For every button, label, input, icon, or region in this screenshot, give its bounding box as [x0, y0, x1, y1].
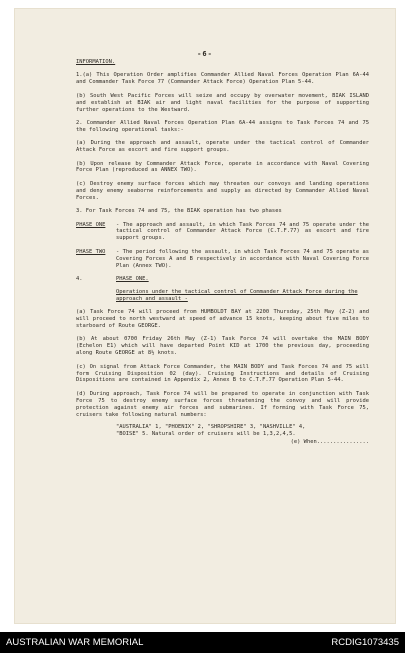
archive-record-id: RCDIG1073435 — [331, 637, 399, 648]
page-number: -6- — [197, 50, 213, 58]
phase-two-label: PHASE TWO — [76, 248, 106, 255]
phase-two-text: - The period following the assault, in which Task Forces 74 and 75 operate as Covering Forces A and B respectively in accordance with Naval Covering Force Plan (Annex TWO). — [116, 248, 369, 269]
continuation-catchword: (e) When................ — [290, 439, 369, 446]
section-4-header — [76, 276, 369, 283]
information-heading: INFORMATION. — [76, 59, 116, 65]
paragraph-3: 3. For Task Forces 74 and 75, the BIAK operation has two phases — [76, 208, 282, 215]
section-4-title: PHASE ONE. — [116, 275, 149, 282]
document-body — [76, 48, 369, 446]
archive-name: AUSTRALIAN WAR MEMORIAL — [6, 637, 144, 648]
paragraph-1a: 1.(a) This Operation Order amplifies Commander Allied Naval Forces Operation Plan 6A-44 and Commander Task Force 77 (Commander Attack Force) Operation Plan 5-44. — [76, 72, 369, 86]
paragraph-2b: (b) Upon release by Commander Attack Force, operate in accordance with Naval Covering Force Plan (reproduced as ANNEX TWO). — [76, 160, 369, 174]
cruiser-numbers — [116, 424, 369, 438]
section-4-subtitle: Operations under the tactical control of Commander Attack Force during the approach and assault - — [116, 288, 358, 302]
archive-footer-bar — [0, 632, 405, 653]
paragraph-2c: (c) Destroy enemy surface forces which may threaten our convoys and landing operations and deny enemy seaborne reinforcements and supply as directed by Commander Allied Naval Forces. — [76, 180, 369, 201]
phase-two-row — [76, 249, 369, 270]
phase-one-row — [76, 222, 369, 243]
section-4d: (d) During approach, Task Force 74 will be prepared to operate in conjunction with Task Force 75 to destroy enemy surface forces threatening the convoy and will provide protection against enemy air forces and submarines. If forming with Task Force 75, cruisers take following natural numbers: — [76, 390, 369, 418]
section-4-number: 4. — [76, 275, 83, 282]
paragraph-2a: (a) During the approach and assault, operate under the tactical control of Commander Attack Force as escort and fire support groups. — [76, 140, 369, 154]
phase-one-label: PHASE ONE — [76, 221, 106, 228]
section-4b: (b) At about 0700 Friday 26th May (Z-1) Task Force 74 will overtake the MAIN BODY (Echelon E1) which will have departed Point KID at 1700 the previous day, proceeding along Route GEORGE at 8½ knots. — [76, 336, 369, 357]
section-4c: (c) On signal from Attack Force Commander, the MAIN BODY and Task Forces 74 and 75 will form Cruising Disposition 02 (day). Cruising Instructions and details of Cruising Dispositions are contained in Appendix 2, Annex B to C.T.F.77 Operation Plan 5-44. — [76, 363, 369, 384]
paragraph-1b: (b) South West Pacific Forces will seize and occupy by overwater movement, BIAK ISLAND and establish at BIAK air and light naval facilities for the purpose of supporting further operations to the Westward. — [76, 92, 369, 113]
section-4a: (a) Task Force 74 will proceed from HUMBOLDT BAY at 2200 Thursday, 25th May (Z-2) and will proceed to north westward at speed of advance 15 knots, keeping about five miles to starboard of Route GEORGE. — [76, 309, 369, 329]
phase-one-text: - The approach and assault, in which Task Forces 74 and 75 operate under the tactical control of Commander Attack Force (C.T.F.77) as escort and fire support groups. — [116, 221, 369, 242]
cruiser-numbers-line-1: "AUSTRALIA" 1, "PHOENIX" 2, "SHROPSHIRE" 3, "NASHVILLE" 4, — [116, 424, 306, 431]
cruiser-numbers-line-2: "BOISE" 5. Natural order of cruisers will be 1,3,2,4,5. — [116, 431, 296, 438]
document-page — [14, 8, 396, 624]
paragraph-2: 2. Commander Allied Naval Forces Operation Plan 6A-44 assigns to Task Forces 74 and 75 the following operational tasks:- — [76, 119, 369, 133]
